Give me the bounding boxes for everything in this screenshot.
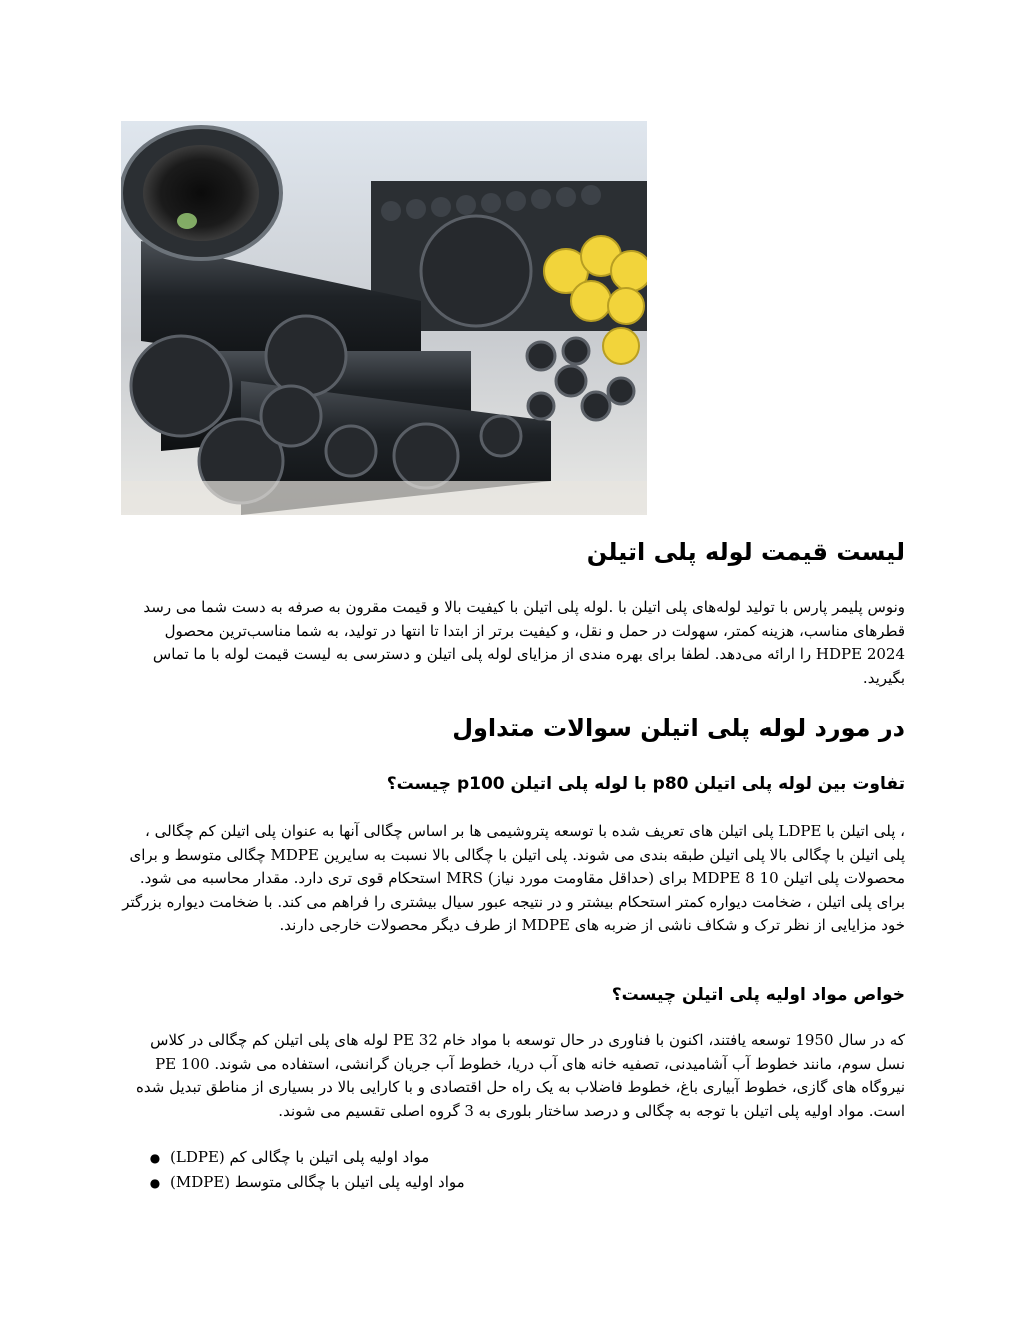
q2-body: [121, 1029, 905, 1123]
q2-heading: خواص مواد اولیه پلی اتیلن چیست؟: [611, 985, 905, 1005]
bullet-icon: ●: [149, 1151, 161, 1165]
q1-body: [121, 820, 905, 938]
list-item: ● مواد اولیه پلی اتیلن با چگالی کم (LDPE): [140, 1146, 500, 1171]
q2-paragraph: که در سال 1950 توسعه یافتند، اکنون با فناوری در حال توسعه با مواد خام PE 32 لوله های پلی اتیلن کم چگالی در کلاس نسل سوم، مانند خطوط آب آشامیدنی، تصفیه خانه های آب دریا، خطوط آب جریان گرانشی، استفاده می شوند. PE 100 نیروگاه های گازی، خطوط آبیاری باغ، خطوط فاضلاب به یک راه حل اقتصادی و با کارایی بالا در بسیاری از مناطق تبدیل شده است. مواد اولیه پلی اتیلن با توجه به چگالی و درصد ساختار بلوری به 3 گروه اصلی تقسیم می شوند.: [136, 1031, 905, 1120]
faq-section: [121, 712, 905, 744]
list-item: ● مواد اولیه پلی اتیلن با چگالی متوسط (MDPE): [140, 1171, 500, 1196]
main-content: [121, 536, 905, 568]
heading-price-list: لیست قیمت لوله پلی اتیلن: [586, 538, 905, 566]
q2-section: [121, 983, 905, 1007]
intro-section: [121, 596, 905, 690]
q1-paragraph: ، پلی اتیلن با LDPE پلی اتیلن های تعریف شده با توسعه پتروشیمی ها بر اساس چگالی آنها به عنوان پلی اتیلن کم چگالی ، پلی اتیلن با چگالی بالا پلی اتیلن طبقه بندی می شوند. پلی اتیلن با چگالی بالا نسبت به سایرین MDPE چگالی متوسط و برای محصولات پلی اتیلن 10 MDPE 8 برای (حداقل مقاومت مورد نیاز) MRS استحکام قوی تری دارد. مقدار محاسبه می شود. برای پلی اتیلن ، ضخامت دیواره کمتر استحکام بیشتر و در نتیجه عبور سیال بیشتری را فراهم می کند. با ضخامت دیواره بزرگتر خود مزایایی از نظر ترک و شکاف ناشی از ضربه های MDPE از طرف دیگر محصولات خارجی دارند.: [122, 822, 905, 934]
heading-faq: در مورد لوله پلی اتیلن سوالات متداول: [452, 714, 905, 742]
q1-heading: تفاوت بین لوله پلی اتیلن p80 با لوله پلی اتیلن p100 چیست؟: [386, 774, 905, 794]
intro-paragraph: ونوس پلیمر پارس با تولید لوله‌های پلی اتیلن با .لوله پلی اتیلن با کیفیت بالا و قیمت مقرون به صرفه به دست شما می رسد قطرهای مناسب، هزینه کمتر، سهولت در حمل و نقل، و کیفیت برتر از ابتدا تا انتها در تولید، به شما مناسب‌ترین محصول HDPE 2024 را ارائه می‌دهد. لطفا برای بهره مندی از مزایای لوله پلی اتیلن و دسترسی به لیست قیمت لوله با ما تماس بگیرید.: [143, 598, 905, 687]
pipes-photo: [121, 121, 647, 515]
bullet-icon: ●: [149, 1175, 161, 1190]
q1-section: [121, 772, 905, 796]
materials-list: [140, 1146, 500, 1195]
